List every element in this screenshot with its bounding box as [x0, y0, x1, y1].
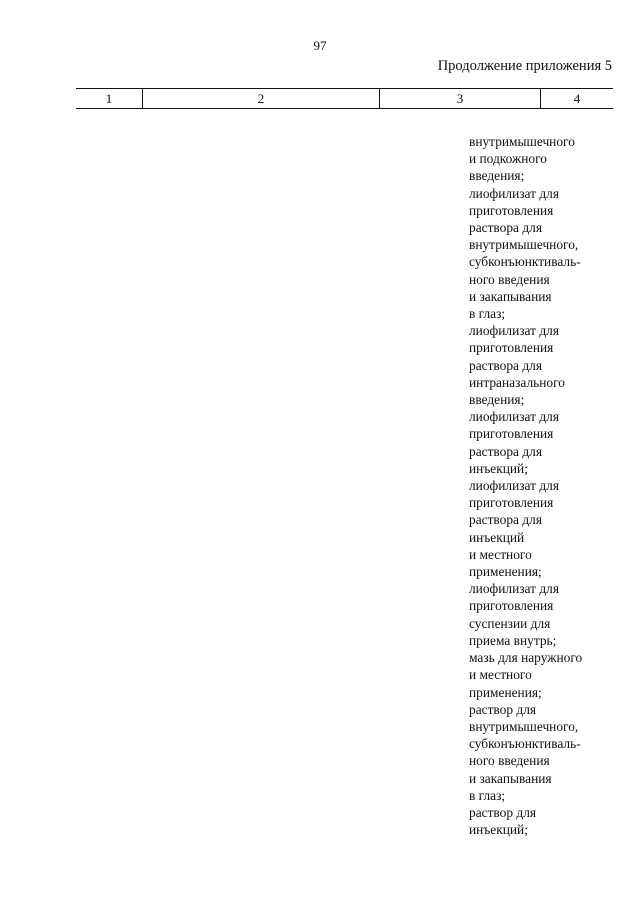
- column-4-line: субконъюнктиваль-: [469, 736, 581, 752]
- table-header-row: [76, 88, 613, 109]
- column-4-line: интраназального: [469, 374, 565, 390]
- column-4-line: инъекций;: [469, 822, 528, 838]
- column-4-line: ного введения: [469, 753, 550, 769]
- column-4-line: инъекций: [469, 529, 525, 545]
- column-4-line: приема внутрь;: [469, 632, 557, 648]
- column-4-line: ного введения: [469, 271, 550, 287]
- column-4-line: мазь для наружного: [469, 650, 583, 666]
- column-4-line: внутримышечного,: [469, 237, 579, 253]
- column-4-line: приготовления: [469, 598, 554, 614]
- page-number: 97: [313, 38, 327, 53]
- column-4-line: раствор для: [469, 804, 537, 820]
- column-4-line: раствора для: [469, 220, 543, 236]
- column-4-line: приготовления: [469, 426, 554, 442]
- column-4-line: инъекций;: [469, 460, 528, 476]
- header-cell-2: 2: [143, 89, 380, 108]
- column-4-line: лиофилизат для: [469, 323, 559, 339]
- column-4-line: применения;: [469, 564, 542, 580]
- header-cell-3: 3: [380, 89, 541, 108]
- column-4-line: введения;: [469, 168, 525, 184]
- column-4-line: и закапывания: [469, 288, 552, 304]
- column-4-line: в глаз;: [469, 787, 506, 803]
- column-4-line: лиофилизат для: [469, 581, 559, 597]
- header-cell-1: 1: [76, 89, 143, 108]
- column-4-line: в глаз;: [469, 306, 506, 322]
- column-4-line: приготовления: [469, 495, 554, 511]
- column-4-text: [469, 133, 637, 838]
- column-4-line: и местного: [469, 546, 532, 562]
- column-4-line: применения;: [469, 684, 542, 700]
- column-4-line: раствор для: [469, 701, 537, 717]
- column-4-line: приготовления: [469, 340, 554, 356]
- column-4-line: лиофилизат для: [469, 478, 559, 494]
- column-4-line: раствора для: [469, 357, 543, 373]
- continuation-title: Продолжение приложения 5: [437, 58, 612, 74]
- column-4-line: субконъюнктиваль-: [469, 254, 581, 270]
- column-4-line: приготовления: [469, 202, 554, 218]
- column-4-line: раствора для: [469, 443, 543, 459]
- column-4-line: внутримышечного,: [469, 718, 579, 734]
- column-4-line: и местного: [469, 667, 532, 683]
- column-4-line: и подкожного: [469, 151, 547, 167]
- column-4-line: лиофилизат для: [469, 185, 559, 201]
- column-4-line: суспензии для: [469, 615, 551, 631]
- header-cell-4: 4: [573, 91, 581, 106]
- column-4-line: лиофилизат для: [469, 409, 559, 425]
- column-4-line: раствора для: [469, 512, 543, 528]
- column-4-line: внутримышечного: [469, 134, 575, 149]
- column-4-line: введения;: [469, 392, 525, 408]
- column-4-line: и закапывания: [469, 770, 552, 786]
